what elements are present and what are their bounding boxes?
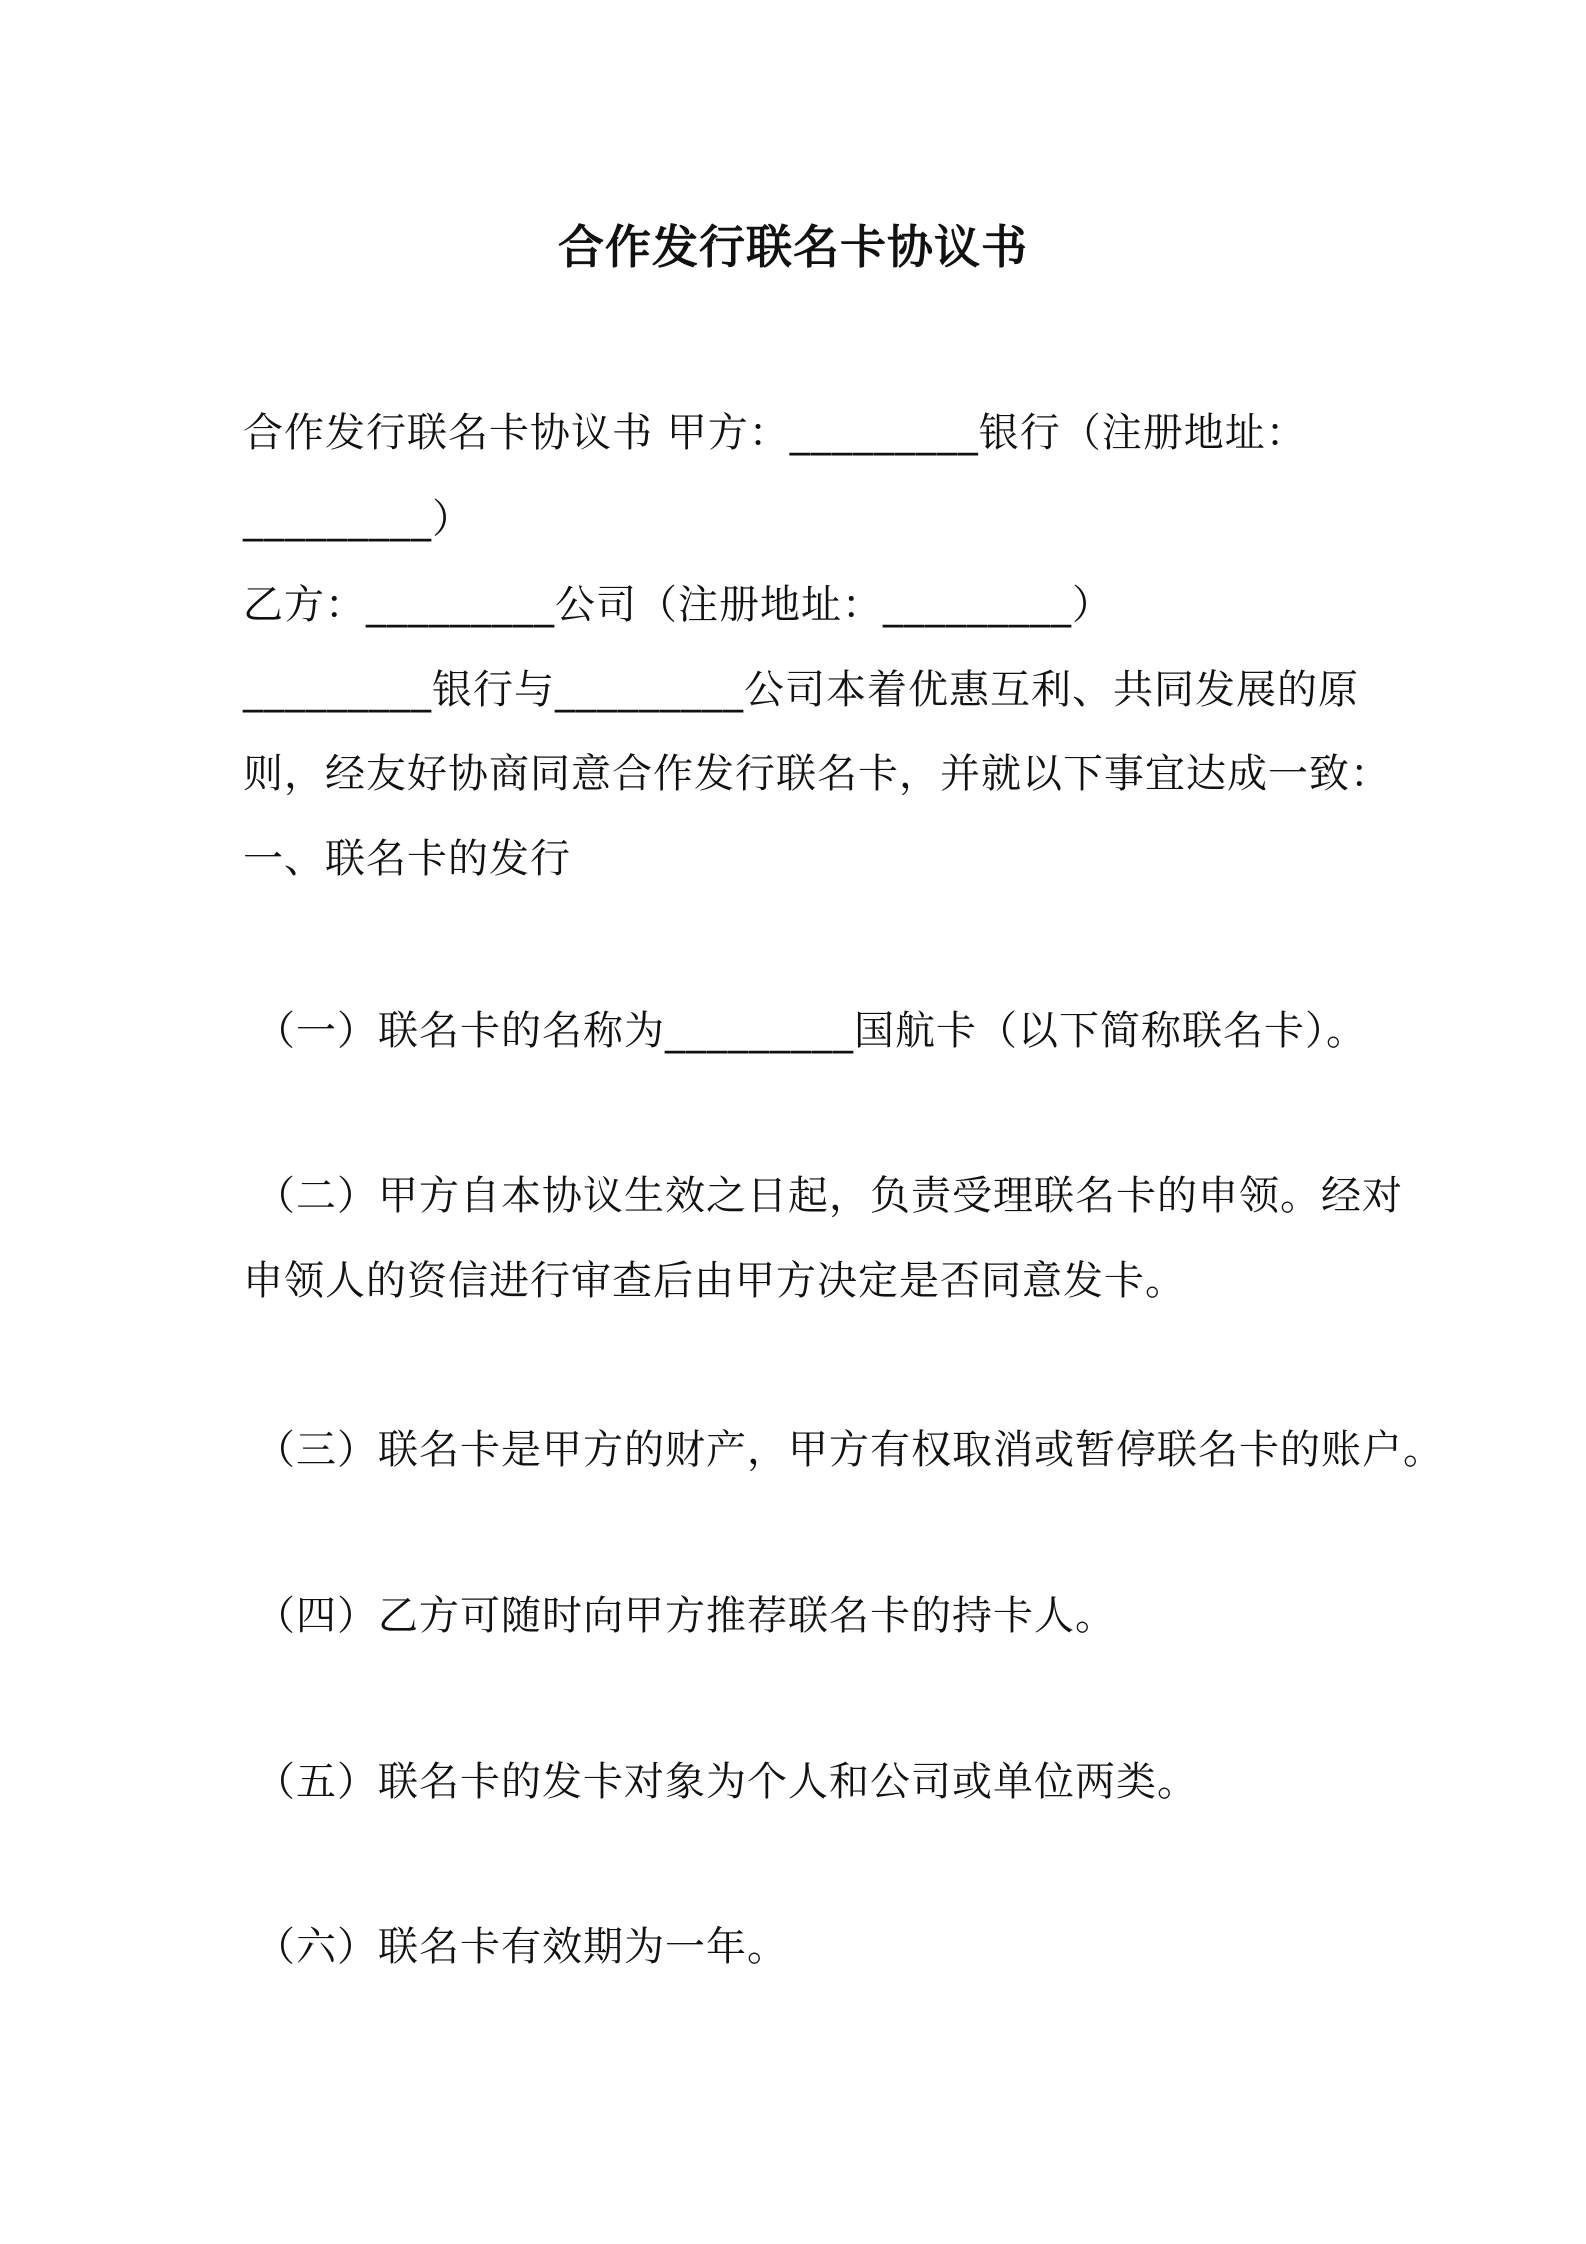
section-heading-issuance: 一、联名卡的发行 xyxy=(243,836,571,882)
clause-5: （五）联名卡的发卡对象为个人和公司或单位两类。 xyxy=(255,1759,1198,1805)
paragraph-line-party-a-address: _________） xyxy=(243,496,473,542)
clause-6: （六）联名卡有效期为一年。 xyxy=(255,1924,788,1970)
document-title: 合作发行联名卡协议书 xyxy=(558,220,1028,274)
paragraph-line-party-b: 乙方：_________公司（注册地址：_________） xyxy=(243,582,1113,628)
paragraph-line-party-a: 合作发行联名卡协议书 甲方：_________银行（注册地址： xyxy=(243,410,1307,456)
clause-2-line-1: （二）甲方自本协议生效之日起，负责受理联名卡的申领。经对 xyxy=(255,1173,1403,1219)
clause-3: （三）联名卡是甲方的财产，甲方有权取消或暂停联名卡的账户。 xyxy=(255,1427,1444,1473)
clause-4: （四）乙方可随时向甲方推荐联名卡的持卡人。 xyxy=(255,1593,1116,1639)
paragraph-line-intro-2: 则，经友好协商同意合作发行联名卡，并就以下事宜达成一致： xyxy=(243,751,1391,797)
clause-2-line-2: 申领人的资信进行审查后由甲方决定是否同意发卡。 xyxy=(243,1258,1186,1304)
clause-1: （一）联名卡的名称为_________国航卡（以下简称联名卡）。 xyxy=(255,1008,1367,1054)
paragraph-line-intro-1: _________银行与_________公司本着优惠互利、共同发展的原 xyxy=(243,667,1359,713)
